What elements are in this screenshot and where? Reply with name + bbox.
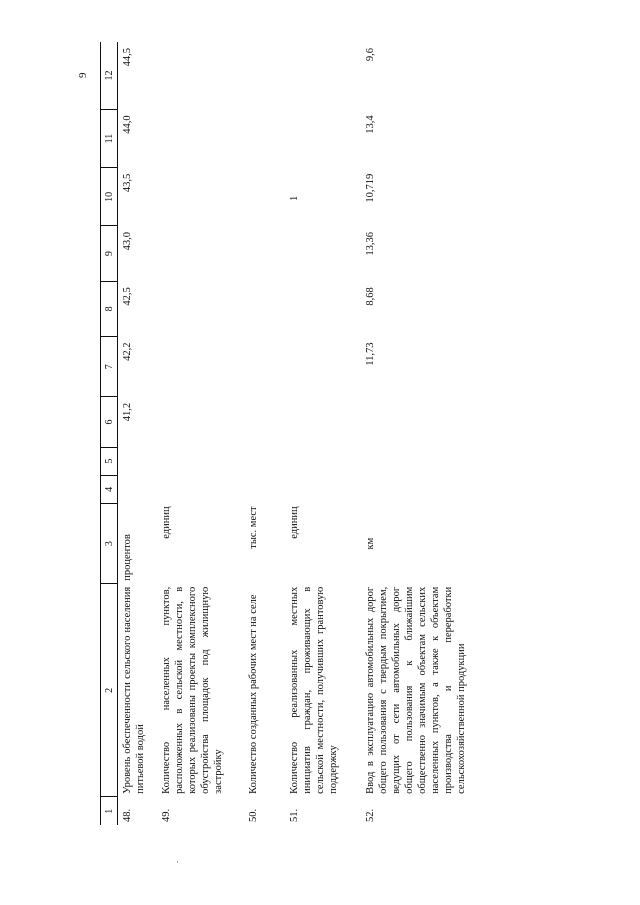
value-cell: 1 [289, 195, 300, 201]
value-cell [118, 475, 158, 503]
value-cell [285, 109, 361, 167]
value-cell [157, 281, 244, 336]
indicator-name: Количество реализованных местных инициатив граждан, проживающих в сельской местности, получивших грантовую поддержку [289, 586, 339, 794]
unit-cell: км [365, 537, 376, 550]
value-cell [157, 226, 244, 281]
value-cell [244, 109, 285, 167]
value-cell: 42,2 [122, 342, 133, 361]
indicator-name: Ввод в эксплуатацию автомобильных дорог общего пользования с твердым покрытием, ведущих от сети автомобильных дорог общего пользования к ближайшим общественно значимым объектам сельских населенных пунктов, а также к объектам производства и переработки сельскохозяйственной продукции [365, 586, 467, 794]
value-cell [157, 109, 244, 167]
indicator-name: Уровень обеспеченности сельского населения питьевой водой [122, 586, 146, 794]
unit-cell: единиц [161, 506, 172, 539]
value-cell [361, 397, 504, 447]
value-cell [244, 226, 285, 281]
value-cell [244, 337, 285, 397]
unit-cell: тыс. мест [248, 506, 259, 549]
value-cell [244, 281, 285, 336]
value-cell [285, 281, 361, 336]
value-cell [157, 397, 244, 447]
value-cell: 42,5 [122, 287, 133, 306]
value-cell [157, 447, 244, 475]
table-row [118, 42, 158, 825]
value-cell: 10,719 [365, 173, 376, 203]
value-cell: 44,0 [122, 115, 133, 134]
value-cell: 43,0 [122, 231, 133, 251]
value-cell [157, 42, 244, 109]
value-cell [244, 447, 285, 475]
value-cell [118, 447, 158, 475]
col-header-6: 6 [101, 397, 118, 447]
value-cell [244, 475, 285, 503]
value-cell [157, 168, 244, 226]
col-header-3: 3 [101, 503, 118, 583]
indicator-name: Количество созданных рабочих мест на селе [248, 594, 259, 794]
value-cell: 13,4 [365, 115, 376, 134]
row-number: 48. [122, 808, 133, 822]
col-header-1: 1 [101, 797, 118, 825]
value-cell [157, 475, 244, 503]
value-cell: 44,5 [122, 48, 133, 67]
value-cell [244, 397, 285, 447]
value-cell: 8,68 [365, 287, 376, 306]
value-cell [244, 168, 285, 226]
value-cell [285, 397, 361, 447]
unit-cell: единиц [289, 506, 300, 539]
value-cell [285, 475, 361, 503]
value-cell [157, 337, 244, 397]
row-number: 49. [161, 808, 172, 822]
row-number: 50. [248, 808, 259, 822]
unit-cell: процентов [122, 534, 133, 581]
value-cell [361, 475, 504, 503]
header-row [101, 42, 118, 825]
value-cell [244, 42, 285, 109]
table-row [285, 42, 361, 825]
indicator-name: Количество населенных пунктов, расположенных в сельской местности, в которых реализованы проекты комплексного обустройства площадок под жилищную застройку [161, 586, 224, 794]
col-header-11: 11 [101, 109, 118, 167]
scan-speck: · [176, 857, 179, 867]
indicators-table [100, 42, 504, 825]
col-header-9: 9 [101, 226, 118, 281]
value-cell [285, 447, 361, 475]
value-cell [361, 447, 504, 475]
value-cell: 9,6 [365, 48, 376, 62]
value-cell: 13,36 [365, 231, 376, 256]
page-number: 9 [77, 72, 89, 78]
rotated-table-container [100, 42, 518, 825]
value-cell [285, 226, 361, 281]
row-number: 52. [365, 808, 376, 822]
table-row [361, 42, 504, 825]
value-cell [285, 337, 361, 397]
value-cell [285, 42, 361, 109]
col-header-5: 5 [101, 447, 118, 475]
col-header-7: 7 [101, 337, 118, 397]
col-header-8: 8 [101, 281, 118, 336]
col-header-4: 4 [101, 475, 118, 503]
table-row [157, 42, 244, 825]
value-cell: 43,5 [122, 173, 133, 193]
col-header-12: 12 [101, 42, 118, 109]
col-header-10: 10 [101, 168, 118, 226]
row-number: 51. [289, 808, 300, 822]
value-cell: 41,2 [122, 402, 133, 422]
col-header-2: 2 [101, 584, 118, 797]
value-cell: 11,73 [365, 342, 376, 366]
table-row [244, 42, 285, 825]
